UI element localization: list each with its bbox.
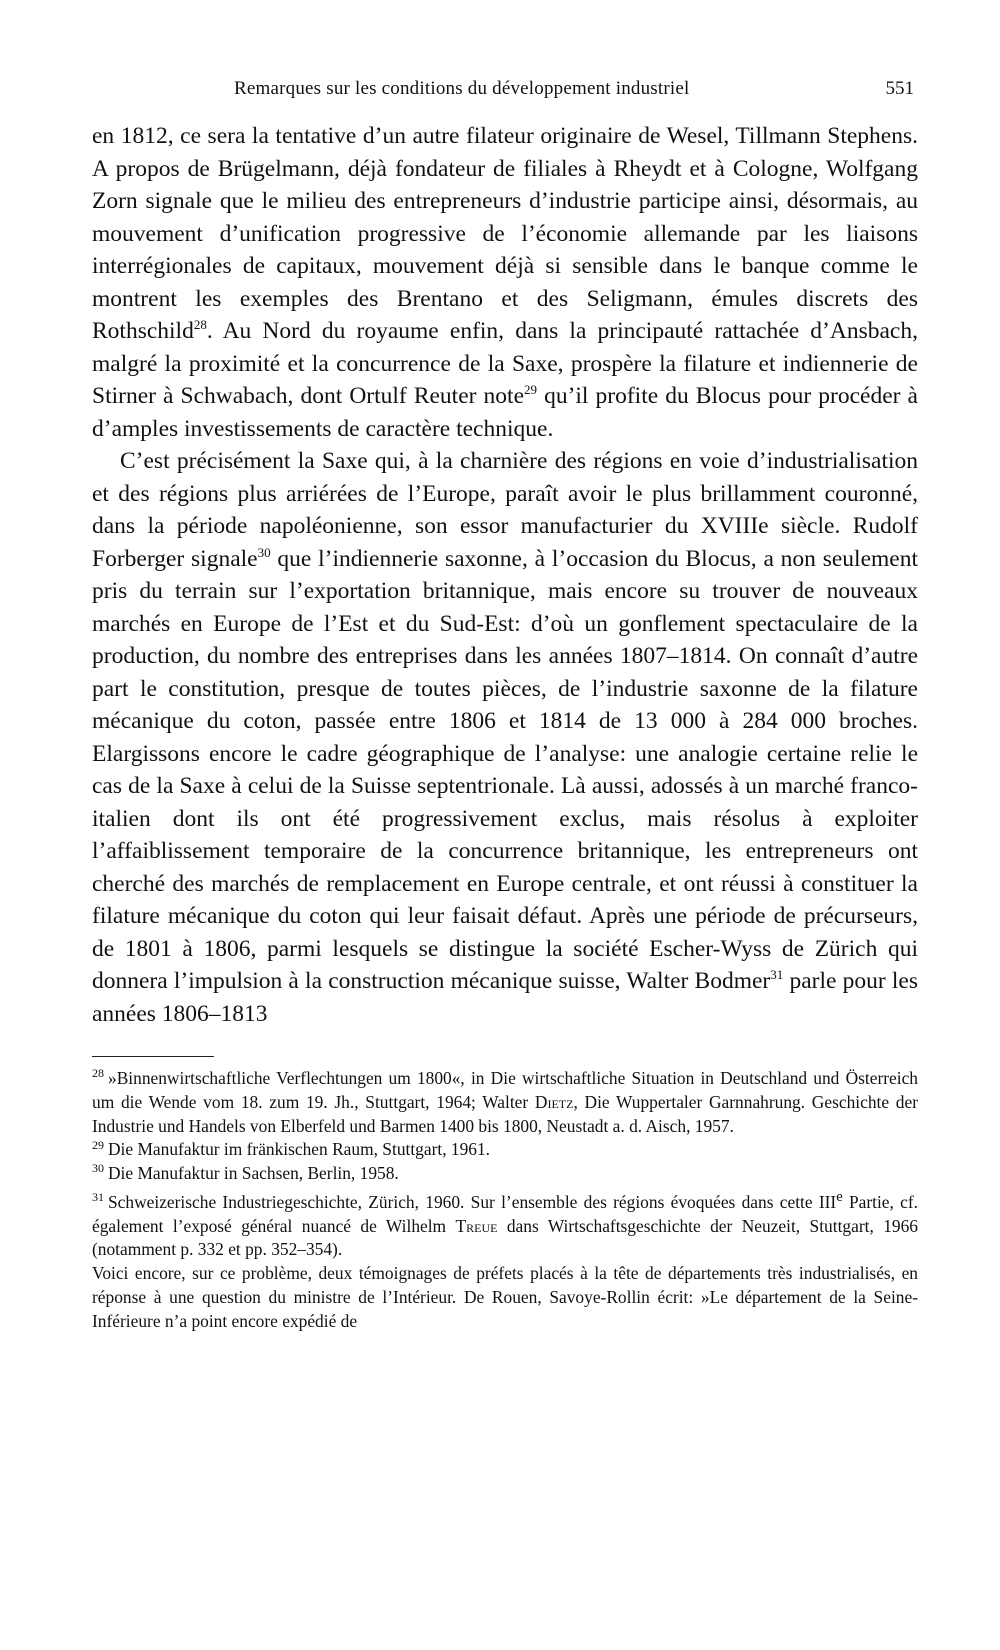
footnote-number: 28 <box>92 1066 104 1081</box>
footnote-number: 31 <box>92 1189 104 1204</box>
text-run: que l’indiennerie saxonne, à l’occasion du Blocus, a non seulement pris du terrain sur l’exportation britannique, mais encore su trouver de nouveaux marchés en Europe de l’Est et du Sud-Est: d’où un gonflement spectaculaire de la production, du nombre des entreprises dans les années 1807–1814. On connaît d’autre part le constitution, presque de toutes pièces, de l’industrie saxonne de la filature mécanique du coton, passée entre 1806 et 1814 de 13 000 à 284 000 broches. Elargissons encore le cadre géographique de l’analyse: une analogie certaine relie le cas de la Saxe à celui de la Suisse septentrionale. Là aussi, adossés à un marché franco-italien dont ils ont été progressivement exclus, mais résolus à exploiter l’affaiblissement temporaire de la concurrence britannique, les entrepreneurs ont cherché des marchés de remplacement en Europe centrale, et ont réussi à constituer la filature mécanique du coton qui leur faisait défaut. Après une période de précurseurs, de 1801 à 1806, parmi lesquels se distingue la société Escher-Wyss de Zürich qui donnera l’impulsion à la construction mécanique suisse, Walter Bodmer <box>92 545 918 994</box>
text-run: C’est précisément la Saxe qui, à la charnière des régions en voie d’industrialisation et des régions plus arriérées de l’Europe, paraît avoir le plus brillamment couronné, dans la période napoléonienne, son essor manufacturier du XVIIIe siècle. Rudolf Forberger signale <box>92 448 918 572</box>
footnote-31-continuation: Voici encore, sur ce problème, deux témoignages de préfets placés à la tête de départements très industrialisés, en réponse à une question du ministre de l’Intérieur. De Rouen, Savoye-Rollin écrit: »Le département de la Seine-Inférieure n’a point encore expédié de <box>92 1263 918 1331</box>
footnote-31 <box>92 1186 918 1262</box>
text-run: . Au Nord du royaume enfin, dans la principauté rattachée d’Ansbach, malgré la proximité et la concurrence de la Saxe, prospère la filature et indiennerie de Stirner à Schwabach, dont Ortulf Reuter note <box>92 318 918 409</box>
footnote-28 <box>92 1067 918 1138</box>
paragraph-2 <box>92 445 918 1030</box>
footnote-number: 29 <box>92 1137 104 1152</box>
footnote-separator <box>92 1056 214 1057</box>
footnote-reference-29: 29 <box>524 382 537 398</box>
footnote-reference-28: 28 <box>193 317 207 333</box>
footnote-text: Schweizerische Industriegeschichte, Zürich, 1960. Sur l’ensemble des régions évoquées dans cette III <box>108 1191 837 1212</box>
paragraph-1 <box>92 120 918 445</box>
text-run: qu’il profite du Blocus pour procéder à d’amples investissements de caractère technique. <box>92 383 918 442</box>
footnotes <box>92 1067 918 1334</box>
footnote-text: dans Wirtschaftsgeschichte der Neuzeit, Stuttgart, 1966 (notamment p. 332 et pp. 352–354). <box>92 1215 918 1260</box>
text-run: parle pour les années 1806–1813 <box>92 968 918 1027</box>
footnote-reference-30: 30 <box>257 544 271 560</box>
running-title: Remarques sur les conditions du développement industriel <box>234 78 690 99</box>
main-text <box>92 120 918 1030</box>
footnote-text: Die Manufaktur im fränkischen Raum, Stuttgart, 1961. <box>108 1139 491 1160</box>
page-number: 551 <box>885 78 914 99</box>
author-name: Treue <box>455 1215 498 1236</box>
footnote-reference-31: 31 <box>770 967 784 983</box>
running-header <box>92 72 918 108</box>
footnote-29 <box>92 1138 918 1162</box>
footnote-text: Partie, cf. également l’exposé général nuancé de Wilhelm <box>92 1191 918 1236</box>
book-page <box>92 72 918 1334</box>
superscript-e: e <box>836 1188 843 1205</box>
footnote-number: 30 <box>92 1161 104 1176</box>
footnote-30 <box>92 1162 918 1186</box>
footnote-text: »Binnenwirtschaftliche Verflechtungen um 1800«, in Die wirtschaftliche Situation in Deutschland und Österreich um die Wende vom 18. zum 19. Jh., Stuttgart, 1964; Walter <box>92 1068 918 1112</box>
footnote-text: Die Manufaktur in Sachsen, Berlin, 1958. <box>108 1163 399 1184</box>
footnote-text: , Die Wuppertaler Garnnahrung. Geschichte der Industrie und Handels von Elberfeld und Barmen 1400 bis 1800, Neustadt a. d. Aisch, 1957. <box>92 1091 918 1136</box>
text-run: en 1812, ce sera la tentative d’un autre filateur originaire de Wesel, Tillmann Stephens. A propos de Brügelmann, déjà fondateur de filiales à Rheydt et à Cologne, Wolfgang Zorn signale que le milieu des entrepreneurs d’industrie participe ainsi, désormais, au mouvement d’unification progressive de l’économie allemande par les liaisons interrégionales de capitaux, mouvement déjà si sensible dans le banque comme le montrent les exemples des Brentano et des Seligmann, émules discrets des Rothschild <box>92 123 918 344</box>
author-name: Dietz <box>534 1091 574 1112</box>
